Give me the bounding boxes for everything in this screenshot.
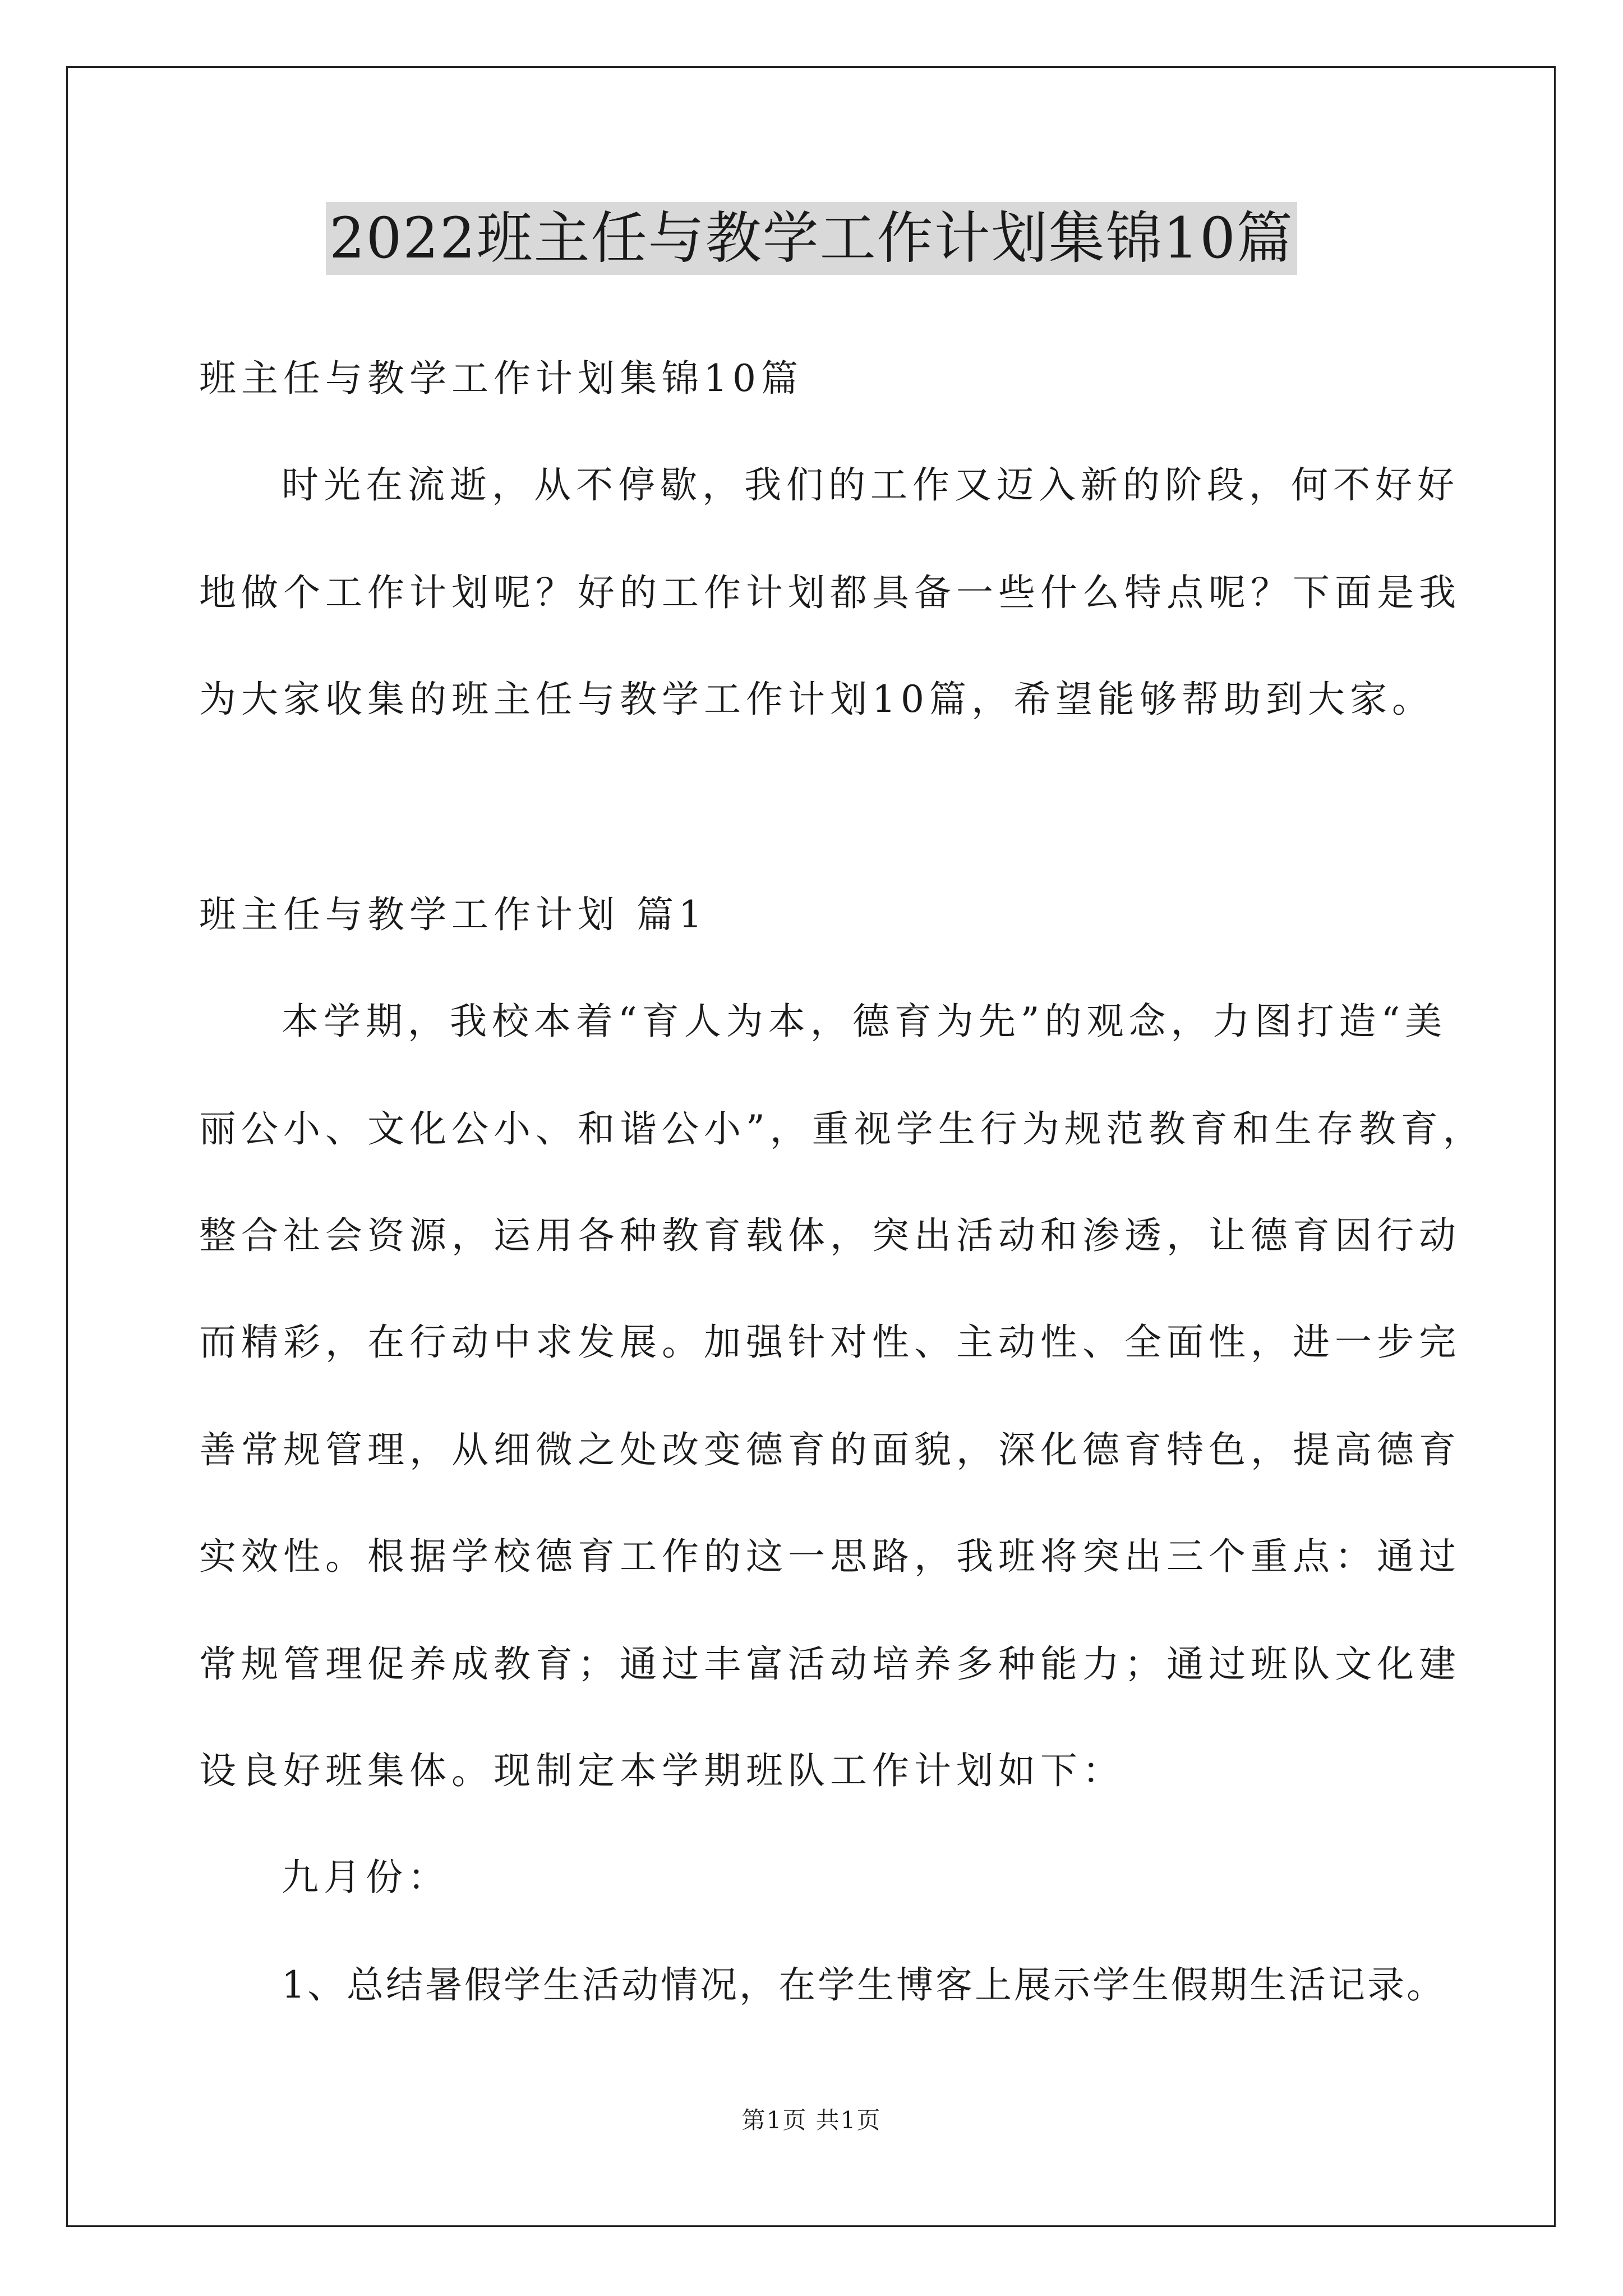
intro-paragraph-line: 地做个工作计划呢？好的工作计划都具备一些什么特点呢？下面是我 [199,571,1461,614]
page-footer: 第1页 共1页 [741,2106,882,2134]
intro-paragraph-line: 为大家收集的班主任与教学工作计划10篇，希望能够帮助到大家。 [199,678,1434,721]
document-title-text: 2022班主任与教学工作计划集锦10篇 [326,202,1297,275]
section-paragraph-line: 善常规管理，从细微之处改变德育的面貌，深化德育特色，提高德育 [199,1428,1461,1471]
section-paragraph-line: 整合社会资源，运用各种教育载体，突出活动和渗透，让德育因行动 [199,1214,1461,1257]
section-paragraph-line: 而精彩，在行动中求发展。加强针对性、主动性、全面性，进一步完 [199,1320,1461,1364]
document-title [0,202,1623,275]
document-subtitle: 班主任与教学工作计划集锦10篇 [199,357,803,400]
month-label: 九月份： [282,1856,450,1899]
section-paragraph-line: 本学期，我校本着“育人为本，德育为先”的观念，力图打造“美 [282,1000,1447,1043]
section-paragraph-line: 常规管理促养成教育；通过丰富活动培养多种能力；通过班队文化建 [199,1642,1461,1686]
section-paragraph-line: 设良好班集体。现制定本学期班队工作计划如下： [199,1749,1124,1792]
section-paragraph-line: 丽公小、文化公小、和谐公小”，重视学生行为规范教育和生存教育， [199,1107,1485,1151]
section-heading: 班主任与教学工作计划 篇1 [199,893,707,936]
intro-paragraph-line: 时光在流逝，从不停歇，我们的工作又迈入新的阶段，何不好好 [282,463,1459,507]
list-item-1: 1、总结暑假学生活动情况，在学生博客上展示学生假期生活记录。 [282,1963,1446,2007]
section-paragraph-line: 实效性。根据学校德育工作的这一思路，我班将突出三个重点：通过 [199,1535,1461,1578]
